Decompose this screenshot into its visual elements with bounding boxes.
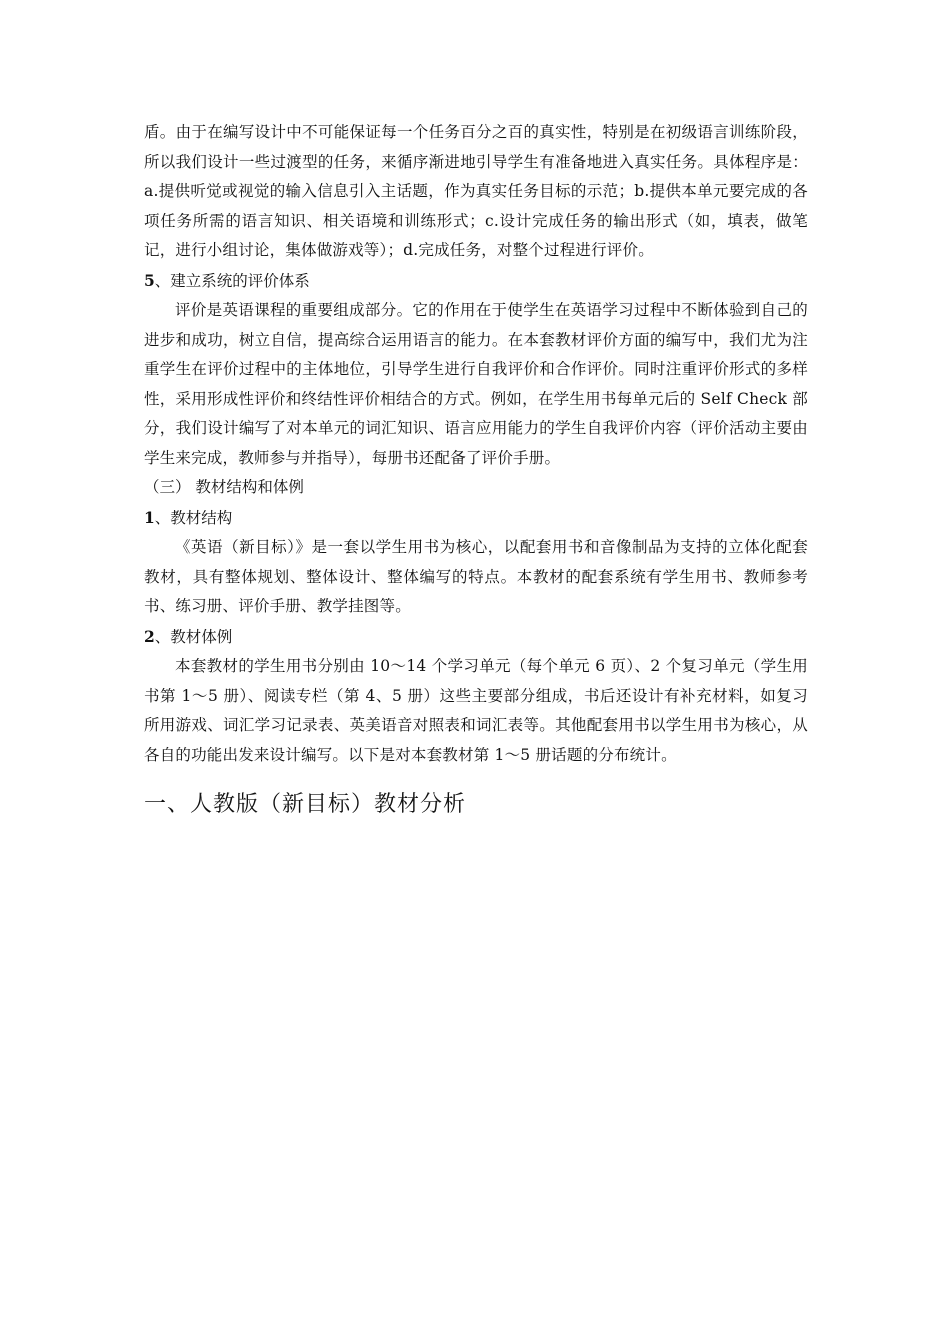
section-structure-heading: （三） 教材结构和体例: [144, 478, 304, 496]
paragraph-task-design: 盾。由于在编写设计中不可能保证每一个任务百分之百的真实性，特别是在初级语言训练阶段，所以我们设计一些过渡型的任务，来循序渐进地引导学生有准备地进入真实任务。具体程序是：a.提供听觉或视觉的输入信息引入主话题，作为真实任务目标的示范；b.提供本单元要完成的各项任务所需的语言知识、相关语境和训练形式；c.设计完成任务的输出形式（如，填表，做笔记，进行小组讨论，集体做游戏等）；d.完成任务，对整个过程进行评价。: [144, 123, 808, 259]
heading-textbook-structure: [144, 503, 808, 534]
heading-text: 、建立系统的评价体系: [154, 271, 310, 290]
paragraph-format: 本套教材的学生用书分别由 10～14 个学习单元（每个单元 6 页）、2 个复习单元（学生用书第 1～5 册）、阅读专栏（第 4、5 册）这些主要部分组成，书后还设计有补充材料，如复习所用游戏、词汇学习记录表、英美语音对照表和词汇表等。其他配套用书以学生用书为核心，从各自的功能出发来设计编写。以下是对本套教材第 1～5 册话题的分布统计。: [144, 657, 808, 764]
heading-number: 5: [144, 270, 155, 290]
heading-evaluation-system: [144, 266, 808, 297]
chapter-title: 一、人教版（新目标）教材分析: [144, 792, 467, 817]
paragraph-structure: 《英语（新目标）》是一套以学生用书为核心，以配套用书和音像制品为支持的立体化配套教材，具有整体规划、整体设计、整体编写的特点。本教材的配套系统有学生用书、教师参考书、练习册、评价手册、教学挂图等。: [144, 538, 808, 615]
heading-number: 1: [144, 507, 155, 527]
heading-number: 2: [144, 626, 155, 646]
heading-textbook-format: [144, 622, 808, 653]
paragraph-evaluation: 评价是英语课程的重要组成部分。它的作用在于使学生在英语学习过程中不断体验到自己的进步和成功，树立自信，提高综合运用语言的能力。在本套教材评价方面的编写中，我们尤为注重学生在评价过程中的主体地位，引导学生进行自我评价和合作评价。同时注重评价形式的多样性，采用形成性评价和终结性评价相结合的方式。例如，在学生用书每单元后的 Self Check 部分，我们设计编写了对本单元的词汇知识、语言应用能力的学生自我评价内容（评价活动主要由学生来完成，教师参与并指导），每册书还配备了评价手册。: [144, 301, 808, 467]
document-page: [144, 118, 808, 822]
heading-text: 、教材体例: [154, 627, 233, 646]
heading-text: 、教材结构: [154, 508, 233, 527]
